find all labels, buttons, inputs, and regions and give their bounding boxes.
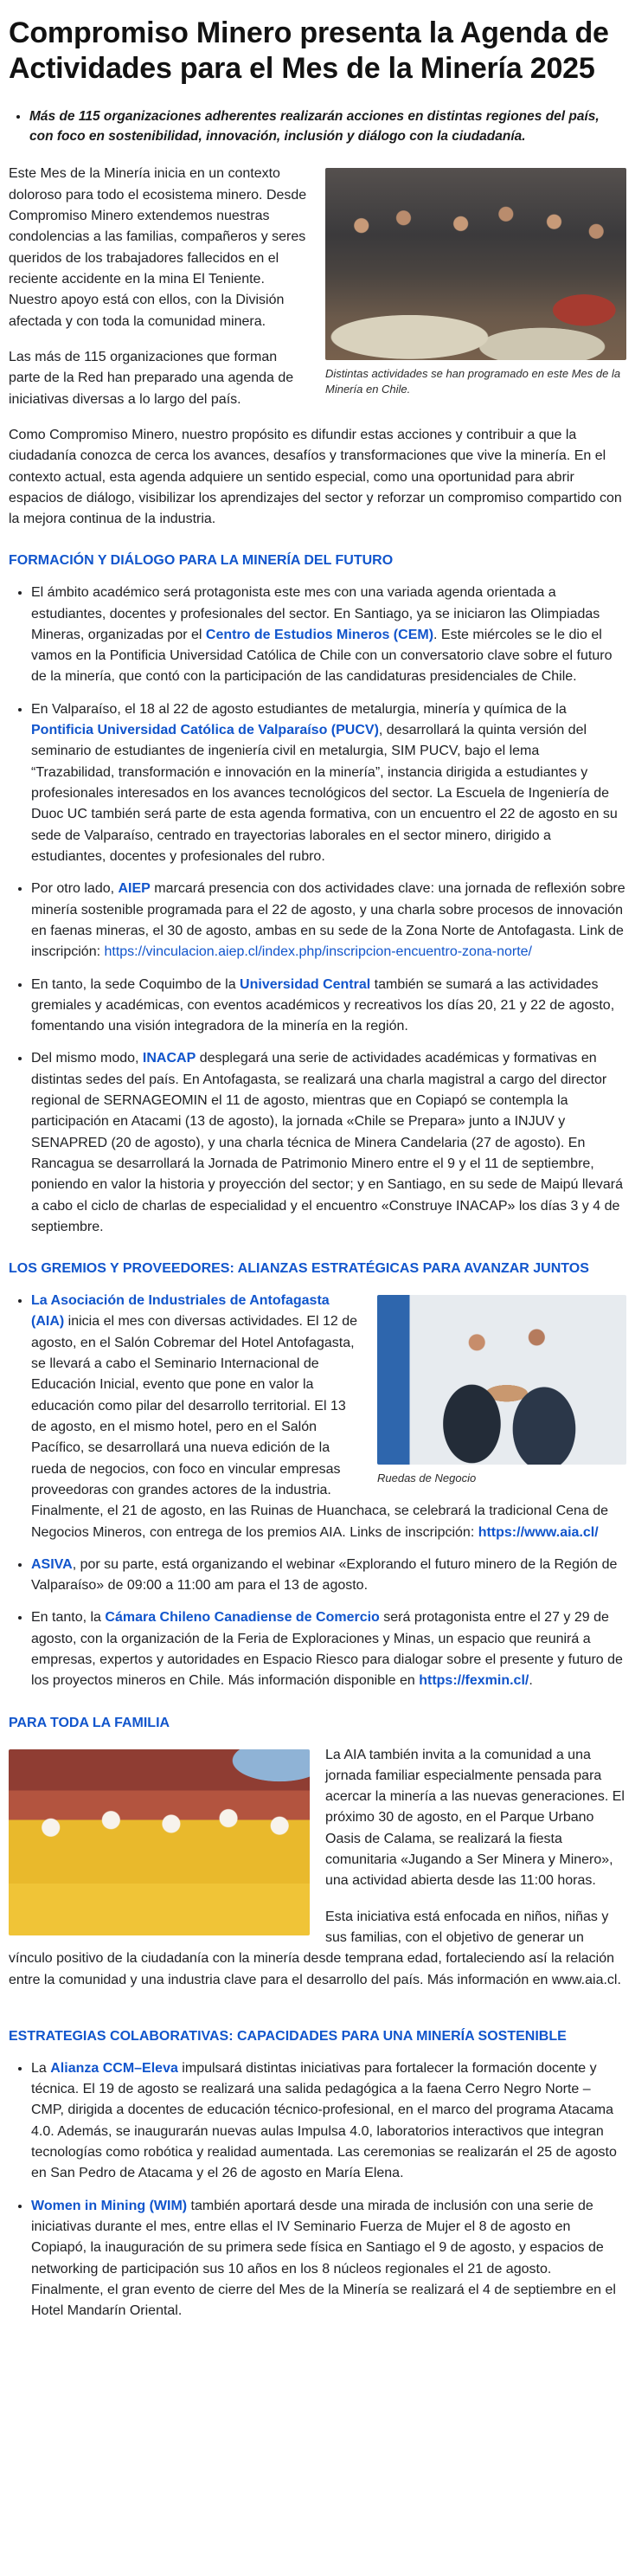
- list-item: [31, 1291, 626, 1543]
- text-run: inicia el mes con diversas actividades. El 12 de agosto, en el Salón Cobremar del Hotel Antofagasta, se llevará a cabo el Seminario Internacional de Educación Inicial, evento que pone en valor la educación como pilar del desarrollo territorial. El 13 de agosto, en el mismo hotel, pero en el Salón Pacífico, se desarrollará una nueva edición de la rueda de negocios, con foco en vincular empresas proveedoras con grandes actores de la industria. Finalmente, el 21 de agosto, en las Ruinas de Huanchaca, se celebrará la tradicional Cena de Negocios Mineros, con entrega de los premios AIA. Links de inscripción:: [31, 1314, 609, 1540]
- lead-list: [29, 106, 626, 147]
- text-run: . Este miércoles se le dio el vamos en la Pontificia Universidad Católica de Chile con un conversatorio clave sobre el futuro de la minería, que contó con la participación de las candidaturas presidenciales de Chile.: [31, 627, 613, 685]
- inline-link[interactable]: https://fexmin.cl/: [419, 1673, 529, 1689]
- inline-link[interactable]: Centro de Estudios Mineros (CEM): [205, 627, 434, 642]
- list-item: [31, 583, 626, 688]
- business-photo-figure: [377, 1295, 626, 1486]
- inline-link[interactable]: Cámara Chileno Canadiense de Comercio: [105, 1610, 380, 1626]
- text-run: Por otro lado,: [31, 881, 119, 897]
- formacion-list: [31, 583, 626, 1238]
- inline-link[interactable]: La Asociación de Industriales de Antofagasta (AIA): [31, 1293, 330, 1330]
- section-heading-familia: PARA TODA LA FAMILIA: [9, 1715, 170, 1730]
- list-item: [31, 699, 626, 868]
- inline-link[interactable]: ASIVA: [31, 1556, 73, 1572]
- familia-paragraph-1: La AIA también invita a la comunidad a una jornada familiar especialmente pensada para acercar la minería a las nuevas generaciones. El próximo 30 de agosto, en el Parque Urbano Oasis de Calama, se realizará la fiesta comunitaria «Jugando a Ser Minera y Minero», una actividad abierta desde las 11:00 horas.: [325, 1747, 625, 1889]
- list-item: [31, 1607, 626, 1691]
- intro-paragraph-3: Como Compromiso Minero, nuestro propósito es difundir estas acciones y contribuir a que la ciudadanía conozca de cerca los avances, desafíos y transformaciones que vive la minería. En el contexto actual, esta agenda adquiere un sentido especial, como una oportunidad para abrir espacios de diálogo, visibilizar los aprendizajes del sector y reforzar un compromiso compartido con la mejora continua de la industria.: [9, 427, 622, 527]
- inline-link[interactable]: AIEP: [118, 881, 151, 897]
- text-run: desplegará una serie de actividades académicas y formativas en distintas sedes del país. En Antofagasta, se realizará una charla magistral a cargo del director regional de SERNAGEOMIN el 11 de agosto, mientras que en Copiapó se contempla la participación en Atacami (13 de agosto), la jornada «Chile se Prepara» junto a INJUV y SENAPRED (20 de agosto), y una charla técnica de Minera Candelaria (27 de agosto). En Rancagua se desarrollará la Jornada de Patrimonio Minero entre el 9 y el 11 de septiembre, poniendo en valor la historia y proyección del sector; y en Santiago, en su sede de Maipú llevará a cabo el ciclo de charlas de especialidad y el encuentro «Construye INACAP» los días 3 y 4 de septiembre.: [31, 1051, 623, 1234]
- section-heading-formacion: FORMACIÓN Y DIÁLOGO PARA LA MINERÍA DEL FUTURO: [9, 553, 394, 569]
- text-run: , por su parte, está organizando el webinar «Explorando el futuro minero de la Región de Valparaíso» de 09:00 a 11:00 am para el 13 de agosto.: [31, 1556, 618, 1594]
- familia-section: [9, 1745, 626, 2006]
- family-day-photo: [9, 1749, 310, 1935]
- business-meeting-photo: [377, 1295, 626, 1465]
- estrategias-list: [31, 2058, 626, 2322]
- family-photo-figure: [9, 1749, 310, 1935]
- text-run: también se sumará a las actividades gremiales y académicas, con eventos académicos y recreativos los días 20, 21 y 22 de agosto, fomentando una visión integradora de la minería en la región.: [31, 976, 615, 1034]
- page-title: Compromiso Minero presenta la Agenda de Actividades para el Mes de la Minería 2025: [9, 16, 609, 86]
- inline-link[interactable]: Universidad Central: [240, 976, 371, 992]
- event-photo: [325, 168, 626, 360]
- intro-paragraph-1: Este Mes de la Minería inicia en un contexto doloroso para todo el ecosistema minero. Desde Compromiso Minero extendemos nuestras condolencias a las familias, compañeros y seres queridos de los trabajadores fallecidos en el reciente accidente en la mina El Teniente. Nuestro apoyo está con ellos, con la División afectada y con toda la comunidad minera.: [9, 166, 307, 329]
- text-run: En tanto, la sede Coquimbo de la: [31, 976, 241, 992]
- lead-summary: • Más de 115 organizaciones adherentes realizarán acciones en distintas regiones del país, con foco en sostenibilidad, innovación, inclusión y diálogo con la ciudadanía.: [29, 106, 626, 147]
- text-run: será protagonista entre el 27 y 29 de agosto, con la organización de la Feria de Exploraciones y Minas, un espacio que reunirá a empresas, expertos y autoridades en Espacio Riesco para dialogar sobre el presente y futuro de los proyectos mineros en Chile. Más información disponible en: [31, 1610, 623, 1689]
- text-run: marcará presencia con dos actividades clave: una jornada de reflexión sobre minería sostenible programada para el 22 de agosto, y una charla sobre procesos de innovación en faenas mineras, el 30 de agosto, ambas en su sede de la Zona Norte de Antofagasta. Link de inscripción:: [31, 881, 625, 960]
- inline-link[interactable]: https://www.aia.cl/: [478, 1524, 599, 1540]
- inline-link[interactable]: Women in Mining (WIM): [31, 2198, 188, 2213]
- familia-paragraph-2: Esta iniciativa está enfocada en niños, niñas y sus familias, con el objetivo de generar un vínculo positivo de la ciudadanía con la minería desde temprana edad, fortaleciendo así la relación entre la comunidad y una industria clave para el desarrollo del país. Más información en www.aia.cl.: [9, 1909, 621, 1987]
- text-run: también aportará desde una mirada de inclusión con una serie de iniciativas durante el mes, entre ellas el IV Seminario Fuerza de Mujer el 8 de agosto en Copiapó, la inauguración de su primera sede física en Santiago el 9 de agosto, y espacios de networking de participación sus 10 años en los 8 núcleos regionales el 21 de agosto. Finalmente, el gran evento de cierre del Mes de la Minería se realizará el 4 de septiembre en el Hotel Mandarín Oriental.: [31, 2198, 616, 2319]
- section-heading-estrategias: ESTRATEGIAS COLABORATIVAS: CAPACIDADES PARA UNA MINERÍA SOSTENIBLE: [9, 2028, 567, 2044]
- list-item: [31, 1555, 626, 1597]
- text-run: .: [529, 1673, 533, 1689]
- text-run: La: [31, 2060, 51, 2076]
- text-run: El ámbito académico será protagonista este mes con una variada agenda orientada a estudiantes, docentes y profesionales del sector. En Santiago, ya se iniciaron las Olimpiadas Mineras, organizadas por el: [31, 585, 600, 642]
- list-item: [31, 2058, 626, 2185]
- event-photo-figure: [325, 168, 626, 396]
- list-item: [31, 2196, 626, 2322]
- event-photo-caption: Distintas actividades se han programado en este Mes de la Minería en Chile.: [325, 367, 621, 396]
- inline-link[interactable]: https://vinculacion.aiep.cl/index.php/inscripcion-encuentro-zona-norte/: [104, 944, 532, 960]
- inline-link[interactable]: Pontificia Universidad Católica de Valparaíso (PUCV): [31, 723, 379, 738]
- list-item: [31, 975, 626, 1038]
- section-heading-gremios: LOS GREMIOS Y PROVEEDORES: ALIANZAS ESTRATÉGICAS PARA AVANZAR JUNTOS: [9, 1261, 589, 1277]
- text-run: impulsará distintas iniciativas para fortalecer la formación docente y técnica. El 19 de agosto se realizará una salida pedagógica a la faena Cerro Negro Norte – CMP, dirigida a docentes de educación técnico-profesional, en el marco del programa Atacama 4.0. Además, se inaugurarán nuevas aulas Impulsa 4.0, laboratorios interactivos que integran tecnologías como robótica y realidad aumentada. Las ceremonias se realizarán el 25 de agosto en San Pedro de Atacama y el 26 de agosto en María Elena.: [31, 2060, 617, 2181]
- business-photo-caption: • Ruedas de Negocio: [377, 1472, 477, 1485]
- text-run: En tanto, la: [31, 1610, 106, 1626]
- intro-paragraph-2: Las más de 115 organizaciones que forman parte de la Red han preparado una agenda de iniciativas diversas a lo largo del país.: [9, 349, 294, 407]
- list-item: [31, 1048, 626, 1238]
- intro-section: [9, 164, 626, 530]
- text-run: En Valparaíso, el 18 al 22 de agosto estudiantes de metalurgia, minería y química de la: [31, 701, 567, 717]
- gremios-list: [31, 1291, 626, 1692]
- text-run: Del mismo modo,: [31, 1051, 143, 1066]
- list-item: [31, 879, 626, 963]
- inline-link[interactable]: INACAP: [142, 1051, 196, 1066]
- inline-link[interactable]: Alianza CCM–Eleva: [50, 2060, 178, 2076]
- text-run: , desarrollará la quinta versión del seminario de estudiantes de ingeniería civil en metalurgia, SIM PUCV, bajo el lema “Trazabilidad, transformación e innovación en la minería”, instancia dirigida a estudiantes y profesionales interesados en los avances tecnológicos del sector. La Escuela de Ingeniería de Duoc UC también será parte de esta agenda formativa, con un encuentro el 22 de agosto en su sede de Valparaíso, centrado en trayectorias laborales en el sector minero, dirigido a estudiantes, docentes y profesionales del rubro.: [31, 723, 618, 864]
